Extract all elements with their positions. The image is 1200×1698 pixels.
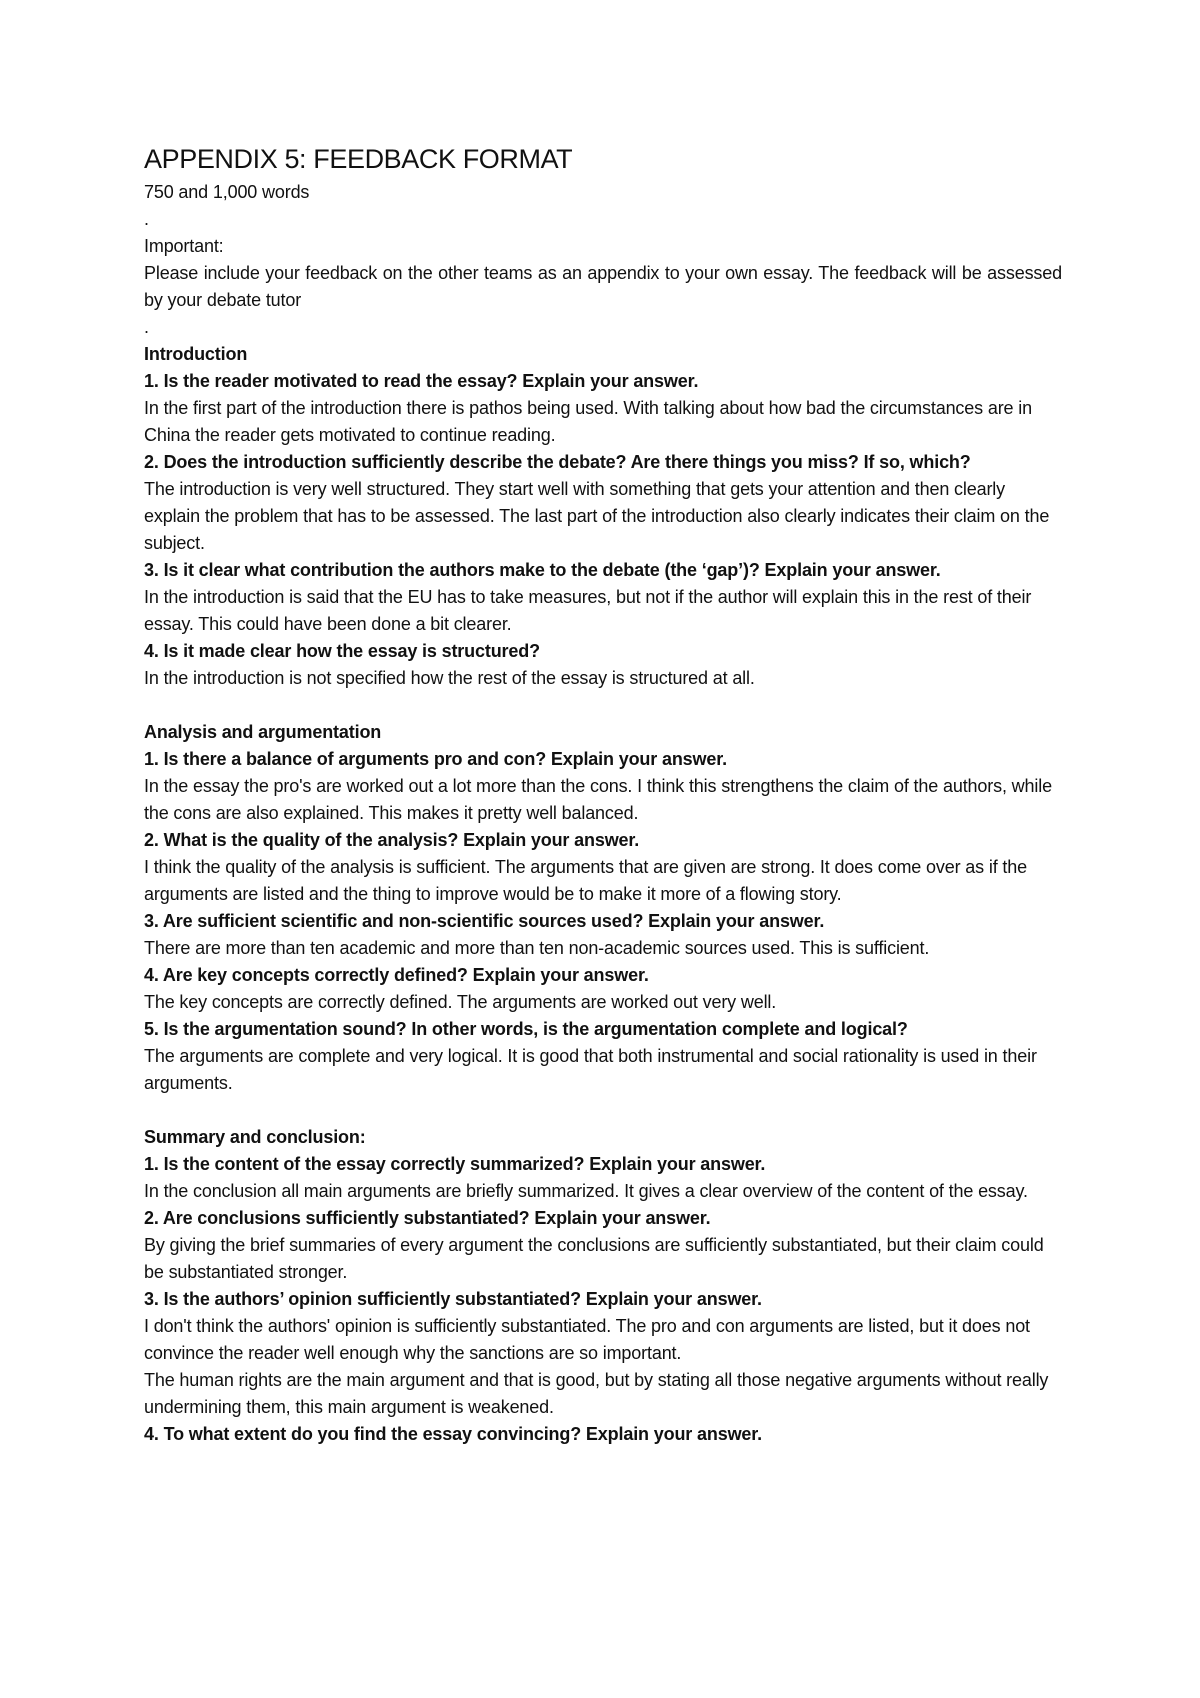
answer-text: There are more than ten academic and more than ten non-academic sources used. This is sufficient. [144, 938, 930, 958]
question-text: 3. Are sufficient scientific and non-scientific sources used? Explain your answer. [144, 911, 825, 931]
question-text: 3. Is it clear what contribution the authors make to the debate (the ‘gap’)? Explain your answer. [144, 560, 941, 580]
answer-text: In the introduction is not specified how the rest of the essay is structured at all. [144, 668, 755, 688]
question-text: 1. Is the reader motivated to read the essay? Explain your answer. [144, 371, 699, 391]
answer-text: The introduction is very well structured. They start well with something that gets your attention and then clearly explain the problem that has to be assessed. The last part of the introduction also clearly indicates their claim on the subject. [144, 479, 1050, 553]
feedback-sections [144, 341, 1062, 1448]
question-text: 2. Are conclusions sufficiently substantiated? Explain your answer. [144, 1208, 711, 1228]
important-label: Important: [144, 236, 224, 256]
question-text: 5. Is the argumentation sound? In other words, is the argumentation complete and logical? [144, 1019, 908, 1039]
section-heading: Summary and conclusion: [144, 1127, 366, 1147]
section-heading: Analysis and argumentation [144, 722, 382, 742]
question-text: 1. Is there a balance of arguments pro and con? Explain your answer. [144, 749, 727, 769]
separator-dot: . [144, 209, 149, 229]
question-text: 3. Is the authors’ opinion sufficiently substantiated? Explain your answer. [144, 1289, 762, 1309]
page-title: APPENDIX 5: FEEDBACK FORMAT [144, 144, 573, 174]
feedback-section [144, 341, 1062, 692]
question-text: 2. Does the introduction sufficiently describe the debate? Are there things you miss? If so, which? [144, 452, 971, 472]
question-text: 4. Are key concepts correctly defined? Explain your answer. [144, 965, 649, 985]
answer-text: The arguments are complete and very logical. It is good that both instrumental and social rationality is used in their arguments. [144, 1046, 1037, 1093]
question-text: 4. To what extent do you find the essay convincing? Explain your answer. [144, 1424, 762, 1444]
answer-text: The key concepts are correctly defined. The arguments are worked out very well. [144, 992, 777, 1012]
answer-text: In the essay the pro's are worked out a lot more than the cons. I think this strengthens the claim of the authors, while the cons are also explained. This makes it pretty well balanced. [144, 776, 1052, 823]
question-text: 1. Is the content of the essay correctly summarized? Explain your answer. [144, 1154, 766, 1174]
answer-text: In the conclusion all main arguments are briefly summarized. It gives a clear overview of the content of the essay. [144, 1181, 1028, 1201]
question-text: 2. What is the quality of the analysis? Explain your answer. [144, 830, 640, 850]
separator-dot: . [144, 317, 149, 337]
answer-text: I think the quality of the analysis is sufficient. The arguments that are given are strong. It does come over as if the arguments are listed and the thing to improve would be to make it more of a flowing story. [144, 857, 1027, 904]
word-range: 750 and 1,000 words [144, 182, 310, 202]
instruction-text: Please include your feedback on the other teams as an appendix to your own essay. The feedback will be assessed by your debate tutor [144, 263, 1062, 310]
answer-text: By giving the brief summaries of every argument the conclusions are sufficiently substantiated, but their claim could be substantiated stronger. [144, 1235, 1044, 1282]
document-content [144, 141, 1062, 1448]
answer-text: In the first part of the introduction there is pathos being used. With talking about how bad the circumstances are in China the reader gets motivated to continue reading. [144, 398, 1032, 445]
answer-text: In the introduction is said that the EU has to take measures, but not if the author will explain this in the rest of their essay. This could have been done a bit clearer. [144, 587, 1032, 634]
feedback-section [144, 719, 1062, 1097]
answer-text: The human rights are the main argument and that is good, but by stating all those negative arguments without really undermining them, this main argument is weakened. [144, 1370, 1049, 1417]
answer-text: I don't think the authors' opinion is sufficiently substantiated. The pro and con arguments are listed, but it does not convince the reader well enough why the sanctions are so important. [144, 1316, 1030, 1363]
question-text: 4. Is it made clear how the essay is structured? [144, 641, 540, 661]
section-spacer [144, 1097, 1062, 1124]
feedback-section [144, 1124, 1062, 1448]
section-heading: Introduction [144, 344, 248, 364]
section-spacer [144, 692, 1062, 719]
